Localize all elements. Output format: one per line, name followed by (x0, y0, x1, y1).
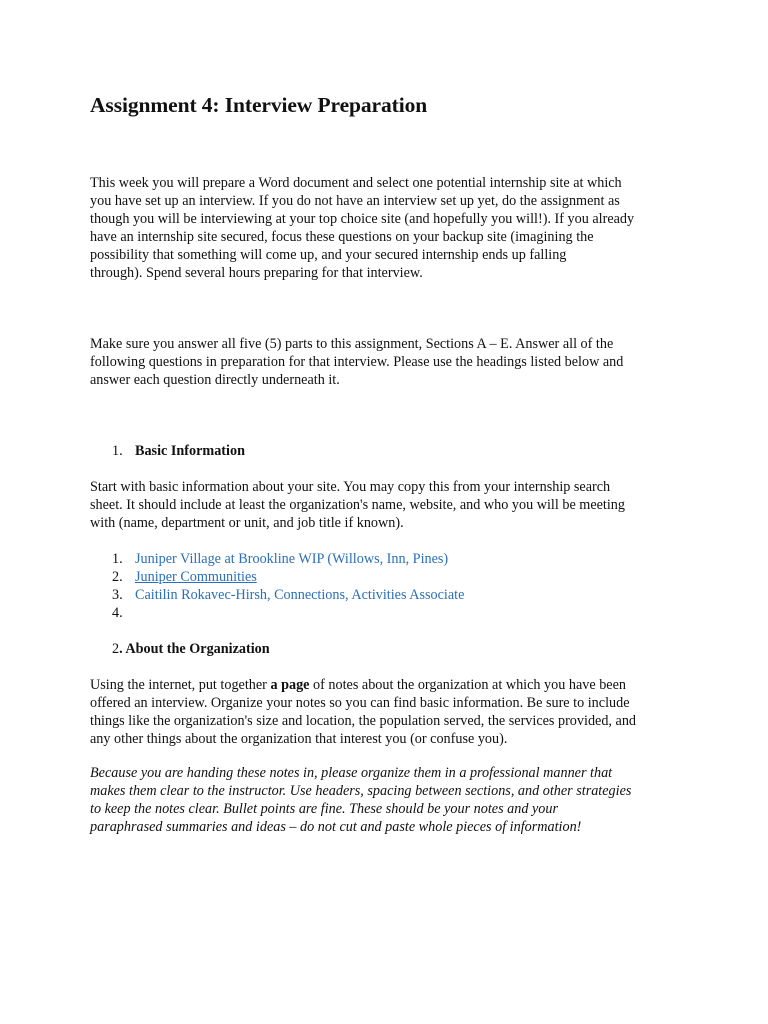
intro-paragraph (90, 174, 690, 282)
note-line: paraphrased summaries and ideas – do not cut and paste whole pieces of information! (90, 819, 582, 835)
section-2-line (90, 676, 690, 694)
section-2-heading (112, 640, 270, 658)
intro-line: you have set up an interview. If you do not have an interview set up yet, do the assignment as (90, 193, 620, 209)
note-line: Because you are handing these notes in, please organize them in a professional manner that (90, 765, 613, 781)
instructions-line: Make sure you answer all five (5) parts to this assignment, Sections A – E. Answer all of the (90, 336, 614, 352)
list-item[interactable] (112, 568, 464, 586)
list-item-contact: Caitilin Rokavec-Hirsh, Connections, Activities Associate (135, 587, 465, 603)
list-item (112, 586, 464, 604)
section-1-body (90, 478, 690, 532)
section-2-emphasis: a page (270, 677, 310, 693)
section-2-text: Using the internet, put together (90, 677, 271, 693)
page-title: Assignment 4: Interview Preparation (90, 93, 428, 117)
intro-line: though you will be interviewing at your top choice site (and hopefully you will!). If you already (90, 211, 635, 227)
section-2-italic-note (90, 764, 690, 836)
section-2-line: things like the organization's size and location, the population served, the services provided, and (90, 713, 637, 729)
instructions-line: answer each question directly underneath it. (90, 372, 340, 388)
list-item (112, 604, 464, 622)
intro-line: possibility that something will come up, and your secured internship ends up falling (90, 247, 567, 263)
section-2-line: any other things about the organization that interest you (or confuse you). (90, 731, 508, 747)
note-line: to keep the notes clear. Bullet points are fine. These should be your notes and your (90, 801, 558, 817)
section-1-label: Basic Information (135, 443, 245, 459)
intro-line: This week you will prepare a Word document and select one potential internship site at which (90, 175, 622, 191)
section-2-line: offered an interview. Organize your notes so you can find basic information. Be sure to include (90, 695, 630, 711)
intro-line: through). Spend several hours preparing for that interview. (90, 265, 423, 281)
section-1-line: Start with basic information about your site. You may copy this from your internship search (90, 479, 611, 495)
list-item-number: 1. (112, 551, 123, 567)
section-1-number: 1. (112, 443, 123, 459)
intro-line: have an internship site secured, focus these questions on your backup site (imagining the (90, 229, 594, 245)
list-item-site-name: Juniper Village at Brookline WIP (Willows, Inn, Pines) (135, 551, 449, 567)
list-item-number: 3. (112, 587, 123, 603)
section-1-heading (112, 442, 245, 460)
section-2-text: of notes about the organization at which you have been (309, 677, 626, 693)
instructions-paragraph (90, 335, 690, 389)
list-item (112, 550, 464, 568)
section-2-number: 2 (112, 641, 120, 657)
section-2-label: . About the Organization (119, 641, 270, 657)
section-2-body (90, 676, 690, 748)
website-link[interactable]: Juniper Communities (135, 569, 257, 585)
note-line: makes them clear to the instructor. Use headers, spacing between sections, and other strategies (90, 783, 632, 799)
site-info-list (112, 550, 464, 622)
section-1-line: sheet. It should include at least the organization's name, website, and who you will be meeting (90, 497, 625, 513)
section-1-line: with (name, department or unit, and job title if known). (90, 515, 404, 531)
list-item-number: 2. (112, 569, 123, 585)
instructions-line: following questions in preparation for that interview. Please use the headings listed below and (90, 354, 624, 370)
list-item-number: 4. (112, 605, 123, 621)
